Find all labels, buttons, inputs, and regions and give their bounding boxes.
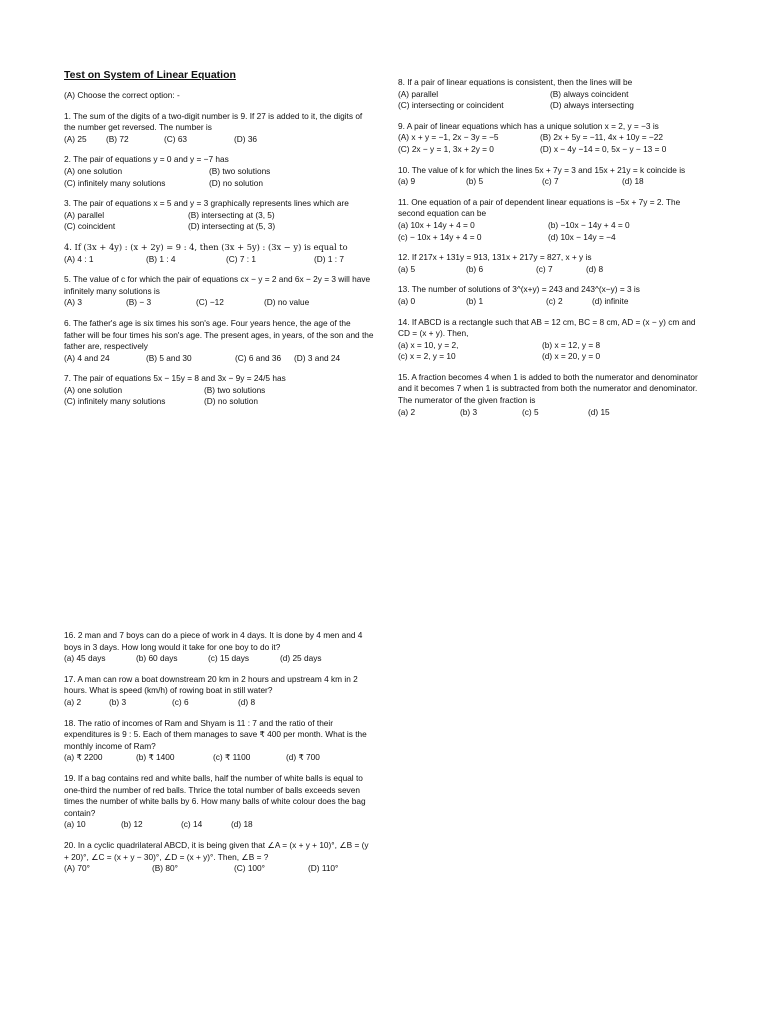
option: (D) 110°	[308, 863, 339, 874]
option: (D) 3 and 24	[294, 352, 341, 363]
option: (D) x − 4y −14 = 0, 5x − y − 13 = 0	[540, 143, 667, 154]
option: (a) 10x + 14y + 4 = 0	[398, 219, 475, 230]
options-row	[64, 166, 374, 178]
option: (d) 15	[588, 406, 610, 417]
options-row	[64, 697, 374, 709]
question-stem: 2. The pair of equations y = 0 and y = −7 has	[64, 154, 229, 165]
question-11	[398, 197, 698, 243]
option: (a) x = 10, y = 2,	[398, 339, 459, 350]
bottom-column	[64, 630, 374, 884]
question-stem: 12. If 217x + 131y = 913, 131x + 217y = 827, x + y is	[398, 252, 592, 263]
option: (d) ₹ 700	[286, 752, 320, 763]
option: (c) 7	[536, 263, 553, 274]
options-row	[398, 351, 698, 363]
option: (C) 100°	[234, 863, 265, 874]
option: (c) ₹ 1100	[213, 752, 251, 763]
options-row	[398, 100, 698, 112]
question-stem: 16. 2 man and 7 boys can do a piece of work in 4 days. It is done by 4 men and 4 boys in 3 days. How long would it take for one boy to do it?	[64, 630, 363, 652]
option: (C) infinitely many solutions	[64, 177, 166, 188]
instruction: (A) Choose the correct option: -	[64, 90, 180, 100]
option: (a) 2	[398, 406, 416, 417]
options-row	[64, 863, 374, 875]
option: (A) 4 and 24	[64, 352, 110, 363]
question-4	[64, 242, 374, 265]
option: (b) 12	[121, 819, 143, 830]
option: (d) 8	[586, 263, 604, 274]
options-row	[64, 210, 374, 222]
option: (a) 9	[398, 176, 416, 187]
option: (C) 7 : 1	[226, 253, 256, 264]
options-row	[64, 819, 374, 831]
option: (c) 6	[172, 696, 189, 707]
option: (c) 2	[546, 295, 563, 306]
option: (a) 5	[398, 263, 416, 274]
question-6	[64, 318, 374, 364]
option: (c) 5	[522, 406, 539, 417]
question-stem: 9. A pair of linear equations which has a unique solution x = 2, y = −3 is	[398, 120, 659, 131]
option: (A) 25	[64, 133, 87, 144]
option: (A) 3	[64, 297, 82, 308]
option: (d) 18	[231, 819, 253, 830]
option: (B) 5 and 30	[146, 352, 192, 363]
options-row	[398, 144, 698, 156]
option: (B) 80°	[152, 863, 178, 874]
question-1	[64, 111, 374, 146]
option: (A) parallel	[398, 88, 439, 99]
question-stem: 10. The value of k for which the lines 5x + 7y = 3 and 15x + 21y = k coincide is	[398, 164, 686, 175]
question-stem: 8. If a pair of linear equations is consistent, then the lines will be	[398, 77, 633, 87]
option: (B) 1 : 4	[146, 253, 176, 264]
question-stem: 5. The value of c for which the pair of equations cx − y = 2 and 6x − 2y = 3 will have infinitely many solutions is	[64, 274, 371, 296]
left-column	[64, 68, 374, 417]
question-stem: 14. If ABCD is a rectangle such that AB = 12 cm, BC = 8 cm, AD = (x − y) cm and CD = (x + y). Then,	[398, 316, 696, 339]
option: (b) 5	[466, 176, 484, 187]
options-row	[398, 407, 698, 419]
option: (b) 3	[109, 696, 127, 707]
question-19	[64, 773, 374, 831]
option: (a) ₹ 2200	[64, 752, 103, 763]
option: (D) 1 : 7	[314, 253, 344, 264]
option: (A) parallel	[64, 209, 105, 220]
option: (d) 8	[238, 696, 256, 707]
question-stem: 17. A man can row a boat downstream 20 km in 2 hours and upstream 4 km in 2 hours. What is speed (km/h) of rowing boat in still water?	[64, 673, 358, 696]
question-stem: 19. If a bag contains red and white balls, half the number of white balls is equal to one-third the number of red balls. Thrice the total number of balls exceeds seven times the number of white balls by 6. How many balls of white colour does the bag contain?	[64, 772, 366, 818]
option: (C) intersecting or coincident	[398, 100, 504, 111]
question-stem: 11. One equation of a pair of dependent linear equations is −5x + 7y = 2. The second equation can be	[398, 196, 681, 219]
option: (d) 18	[622, 176, 644, 187]
question-stem: 4. If (3x + 4y) : (x + 2y) = 9 : 4, then (3x + 5y) : (3x − y) is equal to	[64, 241, 348, 252]
option: (B) two solutions	[209, 165, 271, 176]
options-row	[398, 220, 698, 232]
question-stem: 20. In a cyclic quadrilateral ABCD, it is being given that ∠A = (x + y + 10)°, ∠B = (y + 20)°, ∠C = (x + y − 30)°, ∠D = (x + y)°. Then, ∠B = ?	[64, 839, 369, 862]
option: (d) infinite	[592, 295, 629, 306]
options-row	[64, 134, 374, 146]
question-stem: 13. The number of solutions of 3^(x+y) = 243 and 243^(x−y) = 3 is	[398, 284, 640, 295]
option: (B) two solutions	[204, 384, 266, 395]
option: (C) infinitely many solutions	[64, 396, 166, 407]
option: (b) −10x − 14y + 4 = 0	[548, 219, 630, 230]
option: (C) coincident	[64, 221, 116, 232]
option: (b) 1	[466, 295, 484, 306]
option: (B) − 3	[126, 297, 152, 308]
options-row	[398, 296, 698, 308]
option: (B) 2x + 5y = −11, 4x + 10y = −22	[540, 132, 663, 143]
option: (D) no solution	[209, 177, 263, 188]
question-8	[398, 77, 698, 112]
question-20	[64, 840, 374, 875]
option: (C) 6 and 36	[235, 352, 282, 363]
option: (d) 25 days	[280, 653, 322, 664]
option: (c) x = 2, y = 10	[398, 351, 456, 362]
options-row	[398, 89, 698, 101]
question-10	[398, 165, 698, 188]
options-row	[64, 254, 374, 266]
option: (a) 0	[398, 295, 416, 306]
options-row	[64, 353, 374, 365]
option: (b) ₹ 1400	[136, 752, 175, 763]
options-row	[64, 752, 374, 764]
question-14	[398, 317, 698, 363]
question-18	[64, 718, 374, 764]
option: (D) no value	[264, 297, 310, 308]
options-row	[64, 178, 374, 190]
option: (a) 2	[64, 696, 82, 707]
option: (d) 10x − 14y = −4	[548, 231, 616, 242]
options-row	[64, 396, 374, 408]
question-15	[398, 372, 698, 418]
question-13	[398, 284, 698, 307]
options-row	[398, 340, 698, 352]
options-row	[64, 385, 374, 397]
option: (b) x = 12, y = 8	[542, 339, 601, 350]
options-row	[398, 232, 698, 244]
option: (A) 4 : 1	[64, 253, 94, 264]
option: (a) 10	[64, 819, 86, 830]
option: (b) 3	[460, 406, 478, 417]
options-row	[398, 264, 698, 276]
option: (d) x = 20, y = 0	[542, 351, 601, 362]
options-row	[64, 297, 374, 309]
question-12	[398, 252, 698, 275]
option: (A) one solution	[64, 165, 123, 176]
question-16	[64, 630, 374, 665]
option: (a) 45 days	[64, 653, 106, 664]
question-5	[64, 274, 374, 309]
options-row	[398, 132, 698, 144]
option: (c) 7	[542, 176, 559, 187]
option: (c) − 10x + 14y + 4 = 0	[398, 231, 482, 242]
option: (b) 6	[466, 263, 484, 274]
option: (A) one solution	[64, 384, 123, 395]
question-17	[64, 674, 374, 709]
option: (D) no solution	[204, 396, 258, 407]
option: (C) −12	[196, 297, 224, 308]
option: (D) 36	[234, 133, 258, 144]
question-stem: 1. The sum of the digits of a two-digit number is 9. If 27 is added to it, the digits of the number get reversed. The number is	[64, 110, 363, 133]
option: (B) intersecting at (3, 5)	[188, 209, 275, 220]
question-stem: 18. The ratio of incomes of Ram and Shyam is 11 : 7 and the ratio of their expenditures is 9 : 5. Each of them manages to save ₹ 400 per month. What is the monthly income of Ram?	[64, 717, 367, 751]
question-stem: 3. The pair of equations x = 5 and y = 3 graphically represents lines which are	[64, 198, 349, 209]
option: (c) 14	[181, 819, 203, 830]
option: (B) 72	[106, 133, 129, 144]
option: (D) always intersecting	[550, 100, 634, 111]
option: (c) 15 days	[208, 653, 250, 664]
option: (A) 70°	[64, 863, 90, 874]
question-7	[64, 373, 374, 408]
option: (A) x + y = −1, 2x − 3y = −5	[398, 132, 499, 143]
question-stem: 7. The pair of equations 5x − 15y = 8 and 3x − 9y = 24/5 has	[64, 373, 286, 384]
question-stem: 15. A fraction becomes 4 when 1 is added to both the numerator and denominator and it becomes 7 when 1 is subtracted from both the numerator and denominator. The numerator of the given fraction is	[398, 371, 698, 406]
options-row	[64, 221, 374, 233]
question-stem: 6. The father's age is six times his son's age. Four years hence, the age of the father will be four times his son's age. The present ages, in years, of the son and the father are, respectively	[64, 317, 374, 352]
options-row	[398, 176, 698, 188]
question-2	[64, 154, 374, 189]
page-title: Test on System of Linear Equation	[64, 69, 236, 81]
question-9	[398, 121, 698, 156]
option: (b) 60 days	[136, 653, 178, 664]
options-row	[64, 653, 374, 665]
question-3	[64, 198, 374, 233]
option: (C) 2x − y = 1, 3x + 2y = 0	[398, 143, 494, 154]
right-column	[398, 77, 698, 427]
option: (B) always coincident	[550, 88, 629, 99]
option: (D) intersecting at (5, 3)	[188, 221, 276, 232]
option: (C) 63	[164, 133, 188, 144]
